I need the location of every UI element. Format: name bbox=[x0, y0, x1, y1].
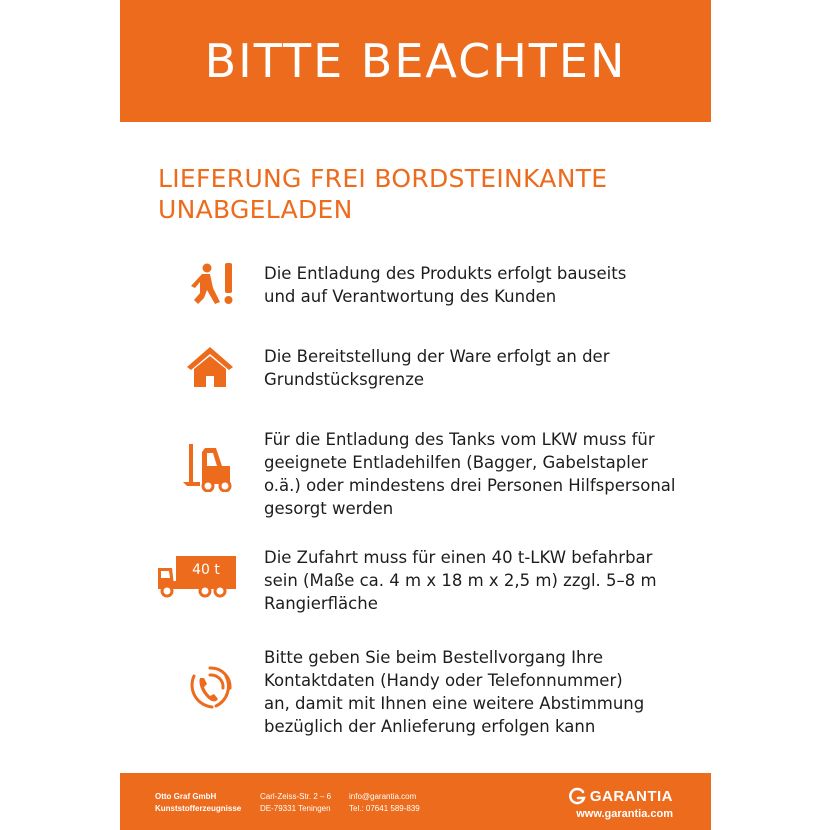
footer-address bbox=[260, 791, 331, 815]
footer-company bbox=[155, 791, 241, 815]
subheading-line-2: UNABGELADEN bbox=[158, 195, 353, 224]
truck-icon bbox=[150, 556, 245, 616]
contact-phone: Tel.: 07641 589-839 bbox=[349, 804, 420, 813]
info-line: Die Entladung des Produkts erfolgt bauseits bbox=[264, 264, 627, 283]
info-text bbox=[264, 646, 714, 738]
page-title: BITTE BEACHTEN bbox=[204, 34, 627, 88]
footer-contact bbox=[349, 791, 420, 815]
truck-weight-label: 40 t bbox=[192, 562, 220, 578]
address-city: DE-79331 Teningen bbox=[260, 804, 331, 813]
company-subtitle: Kunststofferzeugnisse bbox=[155, 804, 242, 813]
info-line: Die Bereitstellung der Ware erfolgt an der bbox=[264, 347, 610, 366]
subheading bbox=[158, 163, 718, 225]
info-text bbox=[264, 546, 714, 615]
info-line: Für die Entladung des Tanks vom LKW muss für bbox=[264, 430, 655, 449]
info-line: Die Zufahrt muss für einen 40 t-LKW befahrbar bbox=[264, 548, 653, 567]
contact-email: info@garantia.com bbox=[349, 792, 417, 801]
info-line: o.ä.) oder mindestens drei Personen Hilfspersonal bbox=[264, 476, 676, 495]
info-text bbox=[264, 428, 714, 520]
info-line: Bitte geben Sie beim Bestellvorgang Ihre bbox=[264, 648, 604, 667]
info-line: sein (Maße ca. 4 m x 18 m x 2,5 m) zzgl. 5–8 m bbox=[264, 571, 657, 590]
house-icon bbox=[150, 345, 245, 405]
info-line: bezüglich der Anlieferung erfolgen kann bbox=[264, 717, 596, 736]
info-line: und auf Verantwortung des Kunden bbox=[264, 287, 557, 306]
info-line: Rangierfläche bbox=[264, 594, 378, 613]
header-banner bbox=[120, 0, 711, 122]
subheading-line-1: LIEFERUNG FREI BORDSTEINKANTE bbox=[158, 164, 608, 193]
address-street: Carl-Zeiss-Str. 2 – 6 bbox=[260, 792, 332, 801]
info-line: geeignete Entladehilfen (Bagger, Gabelstapler bbox=[264, 453, 648, 472]
info-line: an, damit mit Ihnen eine weitere Abstimmung bbox=[264, 694, 645, 713]
info-line: gesorgt werden bbox=[264, 499, 394, 518]
person-warning-icon bbox=[150, 262, 245, 322]
brand-block bbox=[568, 787, 673, 820]
info-line: Kontaktdaten (Handy oder Telefonnummer) bbox=[264, 671, 623, 690]
company-name: Otto Graf GmbH bbox=[155, 792, 217, 801]
forklift-icon bbox=[150, 442, 245, 502]
brand-url: www.garantia.com bbox=[576, 808, 673, 820]
brand-name: GARANTIA bbox=[589, 787, 673, 805]
phone-icon bbox=[150, 662, 245, 722]
info-text bbox=[264, 262, 714, 308]
garantia-logo-icon bbox=[568, 787, 586, 805]
info-line: Grundstücksgrenze bbox=[264, 370, 425, 389]
footer-bar bbox=[120, 773, 711, 830]
info-text bbox=[264, 345, 714, 391]
